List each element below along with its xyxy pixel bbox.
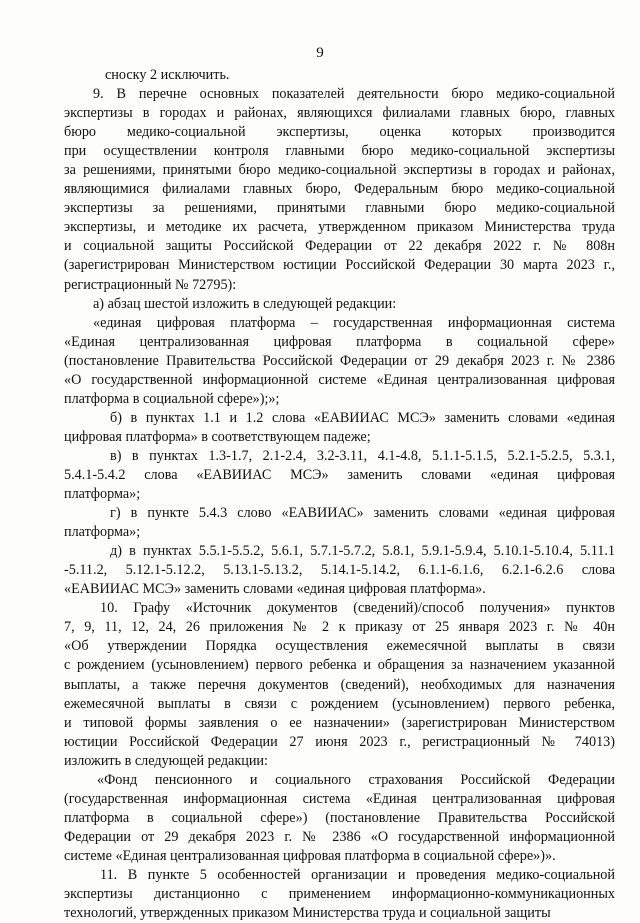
text-line: 5.4.1-5.4.2 слова «ЕАВИИАС МСЭ» заменить словами «единая цифровая (64, 466, 615, 483)
text-line: «О государственной информационной системе «Единая централизованная цифровая (64, 371, 615, 388)
page-number: 9 (316, 45, 324, 61)
paragraph (64, 314, 615, 409)
text-line: ежемесячной выплаты в связи с рождением (усыновлением) первого ребенка, (64, 695, 615, 712)
text-line: и социальной защиты Российской Федерации от 22 декабря 2022 г. № 808н (64, 238, 615, 255)
text-line: регистрационный № 72795): (64, 276, 237, 293)
text-line: в) в пунктах 1.3-1.7, 2.1-2.4, 3.2-3.11, 4.1-4.8, 5.1.1-5.1.5, 5.2.1-5.2.5, 5.3.1, (110, 447, 615, 464)
text-line: за решениями, принятыми бюро медико-социальной экспертизы в городах и районах, (64, 162, 615, 179)
text-line: бюро медико-социальной экспертизы, оценка которых производится (64, 124, 615, 141)
text-line: (зарегистрирован Министерством юстиции Российской Федерации 30 марта 2023 г., (64, 257, 615, 274)
text-line: платформа в социальной сфере»);»; (64, 390, 280, 407)
paragraph (64, 599, 615, 770)
text-line: технологий, утвержденных приказом Министерства труда и социальной защиты (64, 905, 551, 922)
text-line: и типовой формы заявления о ее назначении» (зарегистрирован Министерством (64, 714, 615, 731)
paragraph (64, 85, 615, 295)
text-line: г) в пункте 5.4.3 слово «ЕАВИИАС» заменить словами «единая цифровая (110, 505, 615, 522)
text-line: 10. Графу «Источник документов (сведений)/способ получения» пунктов (100, 600, 615, 617)
text-line: системе «Единая централизованная цифровая платформа в социальной сфере»)». (64, 847, 556, 864)
paragraph (64, 542, 615, 599)
text-line: 11. В пункте 5 особенностей организации и проведения медико-социальной (100, 866, 615, 883)
text-line: 7, 9, 11, 12, 24, 26 приложения № 2 к приказу от 25 января 2023 г. № 40н (64, 619, 615, 636)
text-line: «Единая централизованная цифровая платформа в социальной сфере» (64, 333, 615, 350)
text-line: платформа»; (64, 524, 141, 541)
text-line: с рождением (усыновлением) первого ребенка и обращения за назначением указанной (64, 657, 615, 674)
text-line: сноску 2 исключить. (105, 67, 230, 83)
text-line: «единая цифровая платформа – государственная информационная система (93, 314, 615, 331)
text-line: юстиции Российской Федерации 27 июня 2023 г., регистрационный № 74013) (64, 733, 615, 750)
text-line: «ЕАВИИАС МСЭ» заменить словами «единая цифровая платформа». (64, 581, 486, 598)
paragraph (64, 866, 615, 923)
paragraph (64, 66, 615, 85)
paragraph (64, 447, 615, 504)
text-line: «Фонд пенсионного и социального страхования Российской Федерации (97, 771, 615, 788)
text-line: б) в пунктах 1.1 и 1.2 слова «ЕАВИИАС МСЭ» заменить словами «единая (110, 409, 615, 426)
document-body (64, 66, 615, 923)
text-line: при осуществлении контроля главными бюро медико-социальной экспертизы (64, 143, 615, 160)
paragraph (64, 771, 615, 866)
text-line: экспертизы, и методике их расчета, утвержденном приказом Министерства труда (64, 219, 615, 236)
text-line: платформа»; (64, 486, 141, 503)
text-line: экспертизы в городах и районах, являющихся филиалами главных бюро, главных (64, 105, 615, 122)
text-line: экспертизы за решениями, принятыми главными бюро медико-социальной (64, 200, 615, 217)
paragraph (64, 504, 615, 542)
paragraph (64, 409, 615, 447)
text-line: цифровая платформа» в соответствующем падеже; (64, 428, 371, 445)
text-line: платформа в социальной сфере») (постановление Правительства Российской (64, 809, 615, 826)
text-line: -5.11.2, 5.12.1-5.12.2, 5.13.1-5.13.2, 5.14.1-5.14.2, 6.1.1-6.1.6, 6.2.1-6.2.6 слова (64, 562, 615, 579)
text-line: д) в пунктах 5.5.1-5.5.2, 5.6.1, 5.7.1-5.7.2, 5.8.1, 5.9.1-5.9.4, 5.10.1-5.10.4, 5.11.1 (110, 543, 615, 560)
text-line: Федерации от 29 декабря 2023 г. № 2386 «О государственной информационной (64, 828, 615, 845)
text-line: изложить в следующей редакции: (64, 752, 268, 769)
text-line: являющимися филиалами главных бюро, Федеральным бюро медико-социальной (64, 181, 615, 198)
text-line: выплаты, а также перечня документов (сведений), необходимых для назначения (64, 676, 615, 693)
paragraph (64, 295, 615, 314)
text-line: 9. В перечне основных показателей деятельности бюро медико-социальной (93, 86, 615, 103)
text-line: а) абзац шестой изложить в следующей редакции: (93, 295, 397, 312)
text-line: (постановление Правительства Российской Федерации от 29 декабря 2023 г. № 2386 (64, 352, 615, 369)
text-line: «Об утверждении Порядка осуществления ежемесячной выплаты в связи (64, 638, 615, 655)
text-line: экспертизы дистанционно с применением информационно-коммуникационных (64, 886, 615, 903)
text-line: (государственная информационная система «Единая централизованная цифровая (64, 790, 615, 807)
